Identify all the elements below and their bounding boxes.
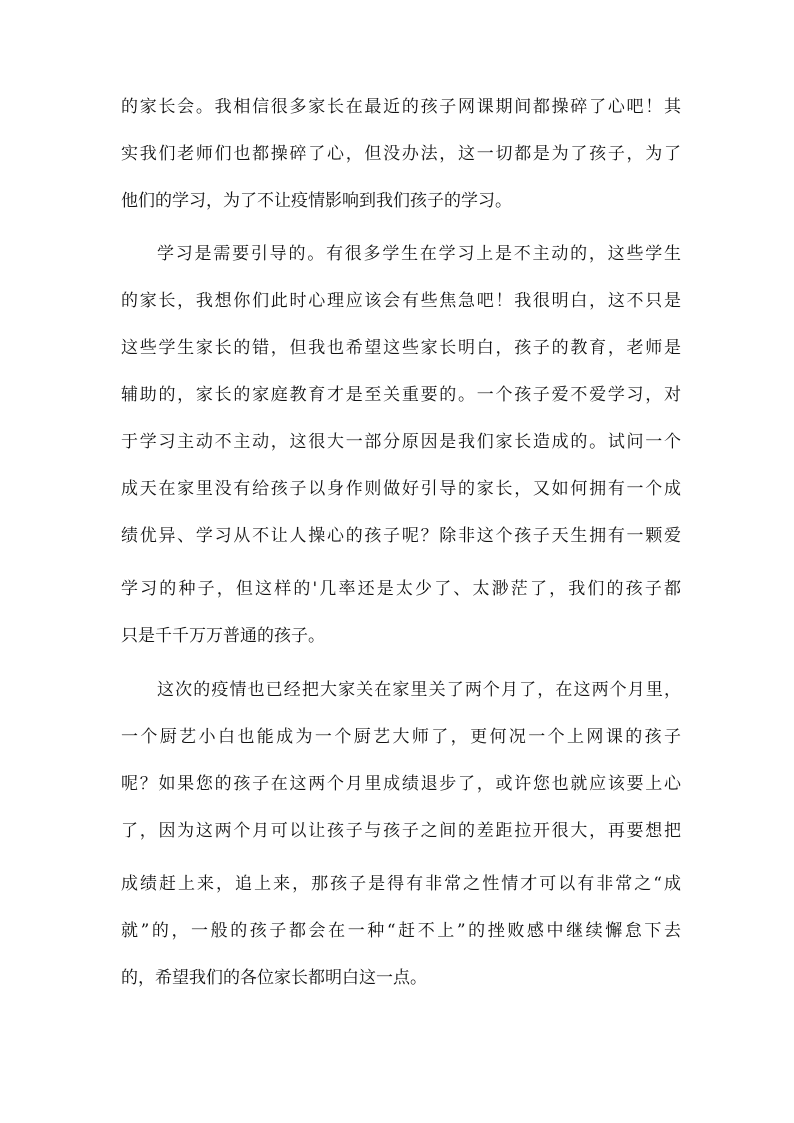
- text-line: 的，希望我们的各位家长都明白这一点。: [121, 968, 427, 988]
- text-line: 绩优异、学习从不让人操心的孩子呢？除非这个孩子天生拥有一颗爱: [121, 526, 681, 546]
- text-line: 只是千千万万普通的孩子。: [121, 626, 325, 646]
- text-line: 他们的学习，为了不让疫情影响到我们孩子的学习。: [121, 191, 512, 211]
- text-line: 辅助的，家长的家庭教育才是至关重要的。一个孩子爱不爱学习，对: [121, 385, 681, 405]
- text-line: 成绩赶上来，追上来，那孩子是得有非常之性情才可以有非常之“成: [121, 874, 681, 894]
- paragraph-first-line: 这次的疫情也已经把大家关在家里关了两个月了，在这两个月里，: [157, 680, 681, 700]
- text-line: 就”的，一般的孩子都会在一种“赶不上”的挫败感中继续懈怠下去: [121, 921, 681, 941]
- text-line: 一个厨艺小白也能成为一个厨艺大师了，更何况一个上网课的孩子: [121, 727, 681, 747]
- text-line: 的家长，我想你们此时心理应该会有些焦急吧！我很明白，这不只是: [121, 291, 681, 311]
- text-line: 实我们老师们也都操碎了心，但没办法，这一切都是为了孩子，为了: [121, 144, 681, 164]
- text-line: 的家长会。我相信很多家长在最近的孩子网课期间都操碎了心吧！其: [121, 97, 681, 117]
- text-line: 呢？如果您的孩子在这两个月里成绩退步了，或许您也就应该要上心: [121, 774, 681, 794]
- text-line: 成天在家里没有给孩子以身作则做好引导的家长，又如何拥有一个成: [121, 479, 681, 499]
- text-line: 了，因为这两个月可以让孩子与孩子之间的差距拉开很大，再要想把: [121, 821, 681, 841]
- paragraph-first-line: 学习是需要引导的。有很多学生在学习上是不主动的，这些学生: [157, 244, 681, 264]
- text-line: 于学习主动不主动，这很大一部分原因是我们家长造成的。试问一个: [121, 432, 681, 452]
- text-line: 这些学生家长的错，但我也希望这些家长明白，孩子的教育，老师是: [121, 338, 681, 358]
- text-line: 学习的种子，但这样的'几率还是太少了、太渺茫了，我们的孩子都: [121, 579, 681, 599]
